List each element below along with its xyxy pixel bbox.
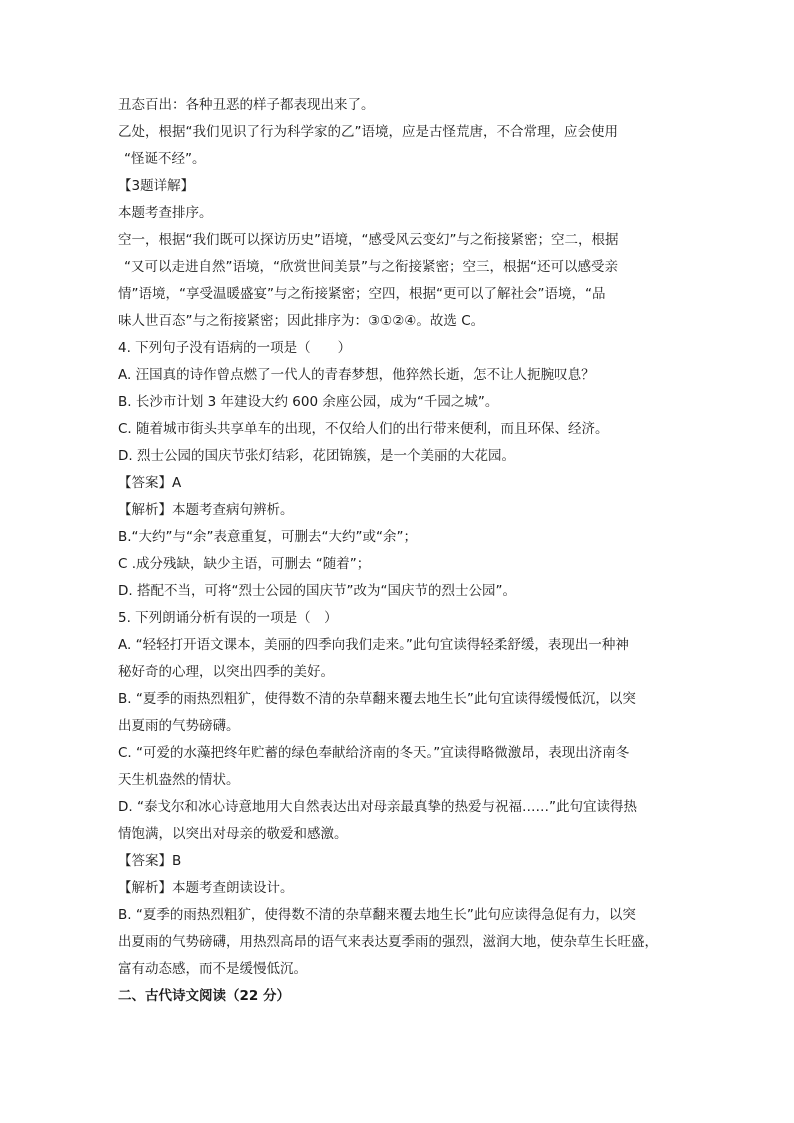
text-line: “又可以走进自然”语境，“欣赏世间美景”与之衔接紧密；空三，根据“还可以感受亲 xyxy=(124,259,618,275)
text-line: 出夏雨的气势磅礴，用热烈高昂的语气来表达夏季雨的强烈，滋润大地，使杂草生长旺盛， xyxy=(118,934,658,950)
text-line: 味人世百态”与之衔接紧密；因此排序为：③①②④。故选 C。 xyxy=(118,313,485,329)
question-title: 4. 下列句子没有语病的一项是（ ） xyxy=(118,340,352,356)
text-line: 情”语境，“享受温暖盛宴”与之衔接紧密；空四，根据“更可以了解社会”语境，“品 xyxy=(118,286,606,302)
text-line: 秘好奇的心理，以突出四季的美好。 xyxy=(118,664,334,680)
section-title: 二、古代诗文阅读（22 分） xyxy=(118,988,290,1004)
text-line: 天生机盎然的情状。 xyxy=(118,772,240,788)
document-page xyxy=(118,92,688,1010)
analysis-label: 【解析】本题考查朗读设计。 xyxy=(118,880,294,896)
option-line: C. 随着城市街头共享单车的出现，不仅给人们的出行带来便利，而且环保、经济。 xyxy=(118,421,609,437)
analysis-label: 【解析】本题考查病句辨析。 xyxy=(118,502,294,518)
option-line: D. “泰戈尔和冰心诗意地用大自然表达出对母亲最真挚的热爱与祝福……”此句宜读得热 xyxy=(118,799,637,815)
text-line: B. “夏季的雨热烈粗犷，使得数不清的杂草翻来覆去地生长”此句应读得急促有力，以突 xyxy=(118,907,636,923)
option-line: B. 长沙市计划 3 年建设大约 600 余座公园，成为“千园之城”。 xyxy=(118,394,499,410)
text-line: 乙处，根据“我们见识了行为科学家的乙”语境，应是古怪荒唐，不合常理，应会使用 xyxy=(118,124,618,140)
text-line: 情饱满，以突出对母亲的敬爱和感激。 xyxy=(118,826,348,842)
text-line: D. 搭配不当，可将“烈士公园的国庆节”改为“国庆节的烈士公园”。 xyxy=(118,583,516,599)
text-line: 空一，根据“我们既可以探访历史”语境，“感受风云变幻”与之衔接紧密；空二，根据 xyxy=(118,232,619,248)
text-line: C .成分残缺，缺少主语，可删去 “随着”； xyxy=(118,556,371,572)
text-line: 本题考查排序。 xyxy=(118,205,213,221)
text-line: 富有动态感，而不是缓慢低沉。 xyxy=(118,961,307,977)
option-line: A. “轻轻打开语文课本，美丽的四季向我们走来。”此句宜读得轻柔舒缓，表现出一种神 xyxy=(118,637,629,653)
text-line: 出夏雨的气势磅礴。 xyxy=(118,718,240,734)
option-line: A. 汪国真的诗作曾点燃了一代人的青春梦想，他猝然长逝，怎不让人扼腕叹息？ xyxy=(118,367,595,383)
option-line: B. “夏季的雨热烈粗犷，使得数不清的杂草翻来覆去地生长”此句宜读得缓慢低沉，以突 xyxy=(118,691,636,707)
option-line: C. “可爱的水藻把终年贮蓄的绿色奉献给济南的冬天。”宜读得略微激昂，表现出济南冬 xyxy=(118,745,630,761)
text-line: B.“大约”与“余”表意重复，可删去“大约”或“余”； xyxy=(118,529,418,545)
answer-label: 【答案】B xyxy=(118,853,182,869)
question-title: 5. 下列朗诵分析有误的一项是（ ） xyxy=(118,610,338,626)
option-line: D. 烈士公园的国庆节张灯结彩，花团锦簇，是一个美丽的大花园。 xyxy=(118,448,515,464)
section-heading: 【3题详解】 xyxy=(118,178,195,194)
text-line: 丑态百出：各种丑恶的样子都表现出来了。 xyxy=(118,97,375,113)
answer-label: 【答案】A xyxy=(118,475,182,491)
text-line: “怪诞不经”。 xyxy=(124,151,206,167)
